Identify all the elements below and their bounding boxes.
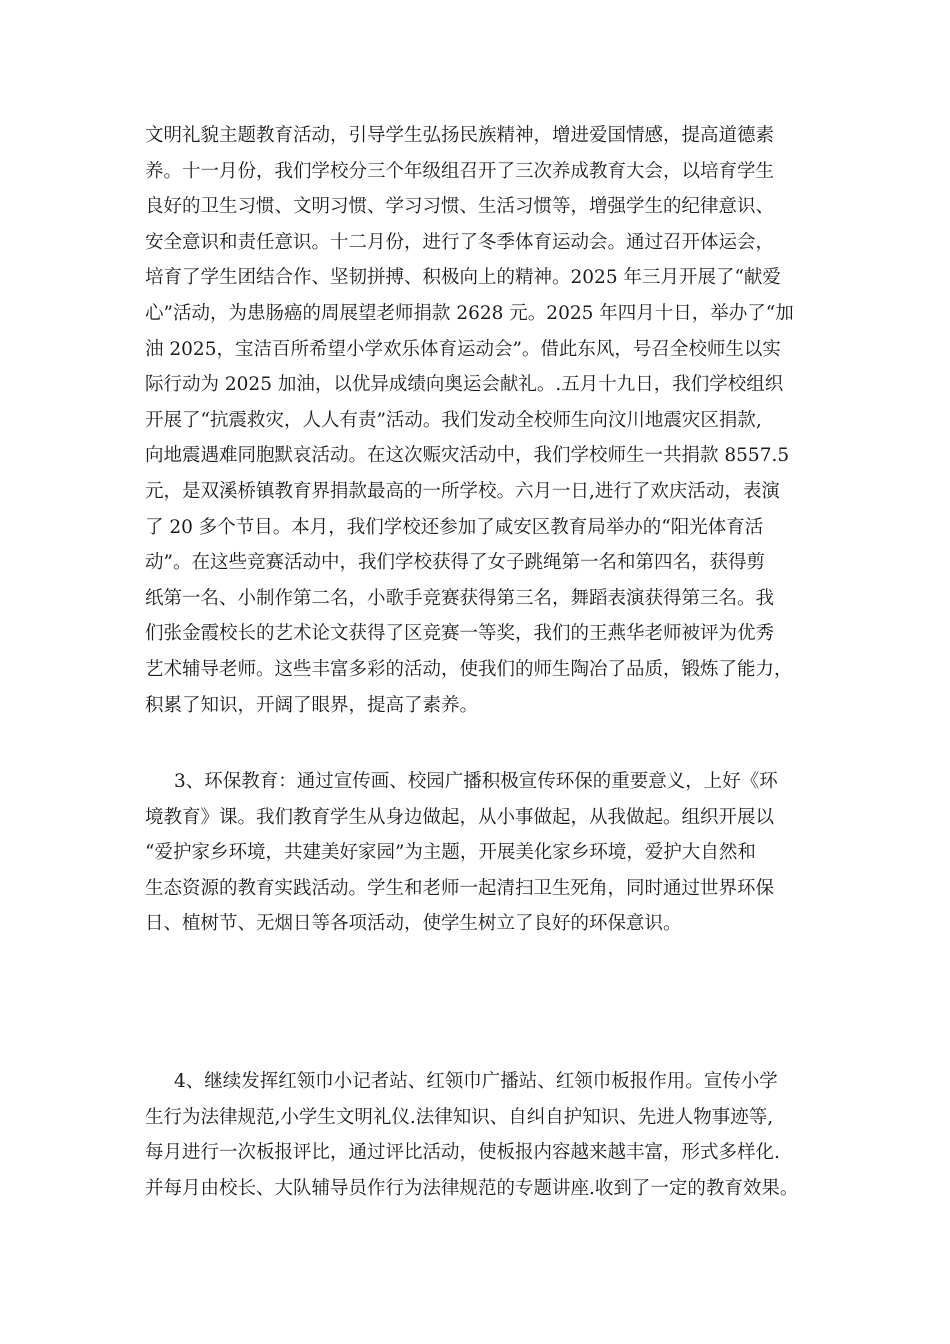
text-line: 安全意识和责任意识。十二月份，进行了冬季体育运动会。通过召开体运会，	[145, 231, 775, 253]
text-line: 良好的卫生习惯、文明习惯、学习习惯、生活习惯等，增强学生的纪律意识、	[145, 196, 775, 218]
text-line: 境教育》课。我们教育学生从身边做起，从小事做起，从我做起。组织开展以	[145, 806, 775, 828]
text-line: 际行动为 2025 加油，以优异成绩向奥运会献礼。.五月十九日，我们学校组织	[145, 374, 784, 396]
paragraph-red-scarf	[145, 1064, 835, 1206]
text-line: 油 2025，宝洁百所希望小学欢乐体育运动会”。借此东风，号召全校师生以实	[145, 338, 781, 360]
text-line: 积累了知识，开阔了眼界，提高了素养。	[145, 694, 479, 716]
text-line: 开展了“抗震救灾，人人有责”活动。我们发动全校师生向汶川地震灾区捐款,	[145, 409, 762, 431]
text-line: 向地震遇难同胞默哀活动。在这次赈灾活动中，我们学校师生一共捐款 8557.5	[145, 445, 790, 467]
text-line: 动”。在这些竞赛活动中，我们学校获得了女子跳绳第一名和第四名，获得剪	[145, 552, 765, 574]
text-line: 养。十一月份，我们学校分三个年级组召开了三次养成教育大会，以培育学生	[145, 160, 775, 182]
text-line: 日、植树节、无烟日等各项活动，使学生树立了良好的环保意识。	[145, 913, 682, 935]
text-line: 3、环保教育：通过宣传画、校园广播积极宣传环保的重要意义，上好《环	[174, 771, 778, 792]
paragraph-environmental-education	[145, 764, 835, 942]
text-line: 了 20 多个节目。本月，我们学校还参加了咸安区教育局举办的“阳光体育活	[145, 516, 764, 538]
text-line: 心”活动，为患肠癌的周展望老师捐款 2628 元。2025 年四月十日，举办了“加	[145, 302, 794, 324]
text-line: 生行为法律规范,小学生文明礼仪.法律知识、自纠自护知识、先进人物事迹等,	[145, 1106, 774, 1128]
text-line: 每月进行一次板报评比，通过评比活动，使板报内容越来越丰富，形式多样化.	[145, 1142, 780, 1164]
text-line: 生态资源的教育实践活动。学生和老师一起清扫卫生死角，同时通过世界环保	[145, 877, 775, 899]
text-line: 们张金霞校长的艺术论文获得了区竞赛一等奖，我们的王燕华老师被评为优秀	[145, 623, 775, 645]
text-line: 并每月由校长、大队辅导员作行为法律规范的专题讲座.收到了一定的教育效果。	[145, 1177, 799, 1199]
text-line: 培育了学生团结合作、坚韧拼搏、积极向上的精神。2025 年三月开展了“献爱	[145, 267, 781, 289]
text-line: 文明礼貌主题教育活动，引导学生弘扬民族精神，增进爱国情感，提高道德素	[145, 125, 775, 146]
paragraph-school-activities	[145, 118, 835, 723]
text-line: 艺术辅导老师。这些丰富多彩的活动，使我们的师生陶冶了品质，锻炼了能力，	[145, 658, 793, 680]
text-line: 元，是双溪桥镇教育界捐款最高的一所学校。六月一日,进行了欢庆活动，表演	[145, 480, 780, 502]
text-line: 4、继续发挥红领巾小记者站、红领巾广播站、红领巾板报作用。宣传小学	[174, 1071, 778, 1092]
text-line: 纸第一名、小制作第二名，小歌手竞赛获得第三名，舞蹈表演获得第三名。我	[145, 587, 775, 609]
text-line: “爱护家乡环境，共建美好家园”为主题，开展美化家乡环境，爱护大自然和	[145, 842, 756, 864]
